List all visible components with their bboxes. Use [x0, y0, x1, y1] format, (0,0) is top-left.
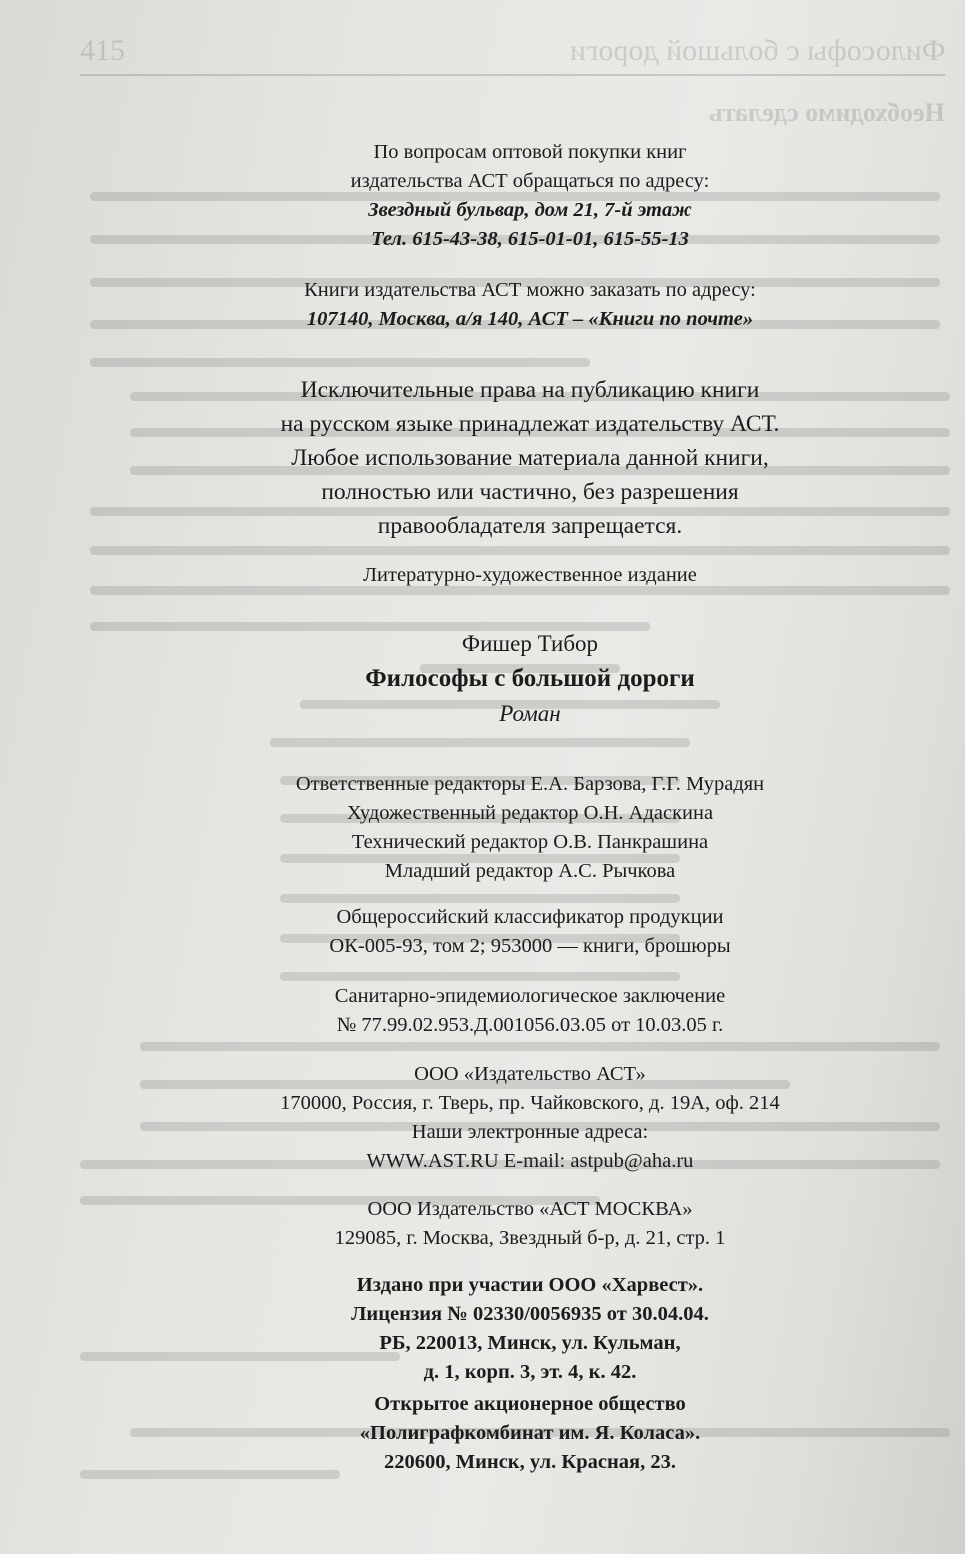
edition-type [180, 561, 880, 590]
editor-line: Младший редактор А.С. Рычкова [384, 860, 676, 882]
harvest-line: Издано при участии ООО «Харвест». [356, 1274, 704, 1296]
rights-line: Любое использование материала данной книги, [291, 445, 769, 471]
rights-line: на русском языке принадлежат издательству АСТ. [280, 411, 780, 437]
rights-line: правообладателя запрещается. [377, 513, 683, 539]
harvest-block [180, 1271, 880, 1387]
wholesale-line-1: По вопросам оптовой покупки книг [373, 141, 687, 163]
editor-line: Ответственные редакторы Е.А. Барзова, Г.Г. Мурадян [295, 773, 765, 795]
rights-block [180, 373, 880, 543]
classifier-line: Общероссийский классификатор продукции [336, 906, 724, 928]
book-title: Философы с большой дороги [365, 665, 695, 692]
publisher-email-label: Наши электронные адреса: [411, 1121, 649, 1143]
bleed-through-page-number: 415 [80, 34, 125, 67]
editor-line: Технический редактор О.В. Панкрашина [351, 831, 709, 853]
sanitary-block [180, 982, 880, 1040]
bleed-through-heading: Необходимо сделать [709, 98, 945, 127]
harvest-line: д. 1, корп. 3, эт. 4, к. 42. [423, 1361, 637, 1383]
publisher-moscow-name: ООО Издательство «АСТ МОСКВА» [367, 1198, 693, 1220]
edition-type-text: Литературно-художественное издание [363, 564, 697, 586]
printer-line: 220600, Минск, ул. Красная, 23. [383, 1451, 676, 1473]
sanitary-line: Санитарно-эпидемиологическое заключение [334, 985, 726, 1007]
wholesale-address: Звездный бульвар, дом 21, 7-й этаж [368, 199, 692, 221]
book-genre: Роман [499, 701, 561, 726]
harvest-line: Лицензия № 02330/0056935 от 30.04.04. [351, 1303, 709, 1325]
classifier-block [180, 903, 880, 961]
harvest-line: РБ, 220013, Минск, ул. Кульман, [379, 1332, 681, 1354]
bleed-through-running-title: Философы с большой дороги [569, 34, 945, 67]
bleed-through-rule [80, 74, 945, 76]
mail-order-block [180, 276, 880, 334]
rights-line: Исключительные права на публикацию книги [300, 377, 760, 403]
publisher-name: ООО «Издательство АСТ» [414, 1063, 646, 1085]
classifier-line: ОК-005-93, том 2; 953000 — книги, брошюры [329, 935, 731, 957]
printer-line: Открытое акционерное общество [374, 1393, 686, 1415]
publisher-address: 170000, Россия, г. Тверь, пр. Чайковского, д. 19А, оф. 214 [280, 1092, 780, 1114]
editors-block [180, 770, 880, 886]
printer-line: «Полиграфкомбинат им. Я. Коласа». [359, 1422, 701, 1444]
editor-line: Художественный редактор О.Н. Адаскина [346, 802, 714, 824]
wholesale-line-2: издательства АСТ обращаться по адресу: [350, 170, 710, 192]
mail-order-line-1: Книги издательства АСТ можно заказать по адресу: [304, 279, 756, 301]
publisher-web-email: WWW.AST.RU E-mail: astpub@aha.ru [366, 1150, 694, 1172]
book-block [180, 627, 880, 731]
publisher-moscow-block [180, 1195, 880, 1253]
sanitary-line: № 77.99.02.953.Д.001056.03.05 от 10.03.05 г. [336, 1014, 724, 1036]
mail-order-address: 107140, Москва, а/я 140, АСТ – «Книги по почте» [306, 308, 754, 330]
publisher-block [180, 1060, 880, 1176]
wholesale-phones: Тел. 615-43-38, 615-01-01, 615-55-13 [371, 228, 689, 250]
printer-block [180, 1390, 880, 1477]
publisher-moscow-address: 129085, г. Москва, Звездный б-р, д. 21, стр. 1 [334, 1227, 726, 1249]
book-author: Фишер Тибор [461, 631, 599, 656]
wholesale-block [180, 138, 880, 254]
rights-line: полностью или частично, без разрешения [321, 479, 739, 505]
